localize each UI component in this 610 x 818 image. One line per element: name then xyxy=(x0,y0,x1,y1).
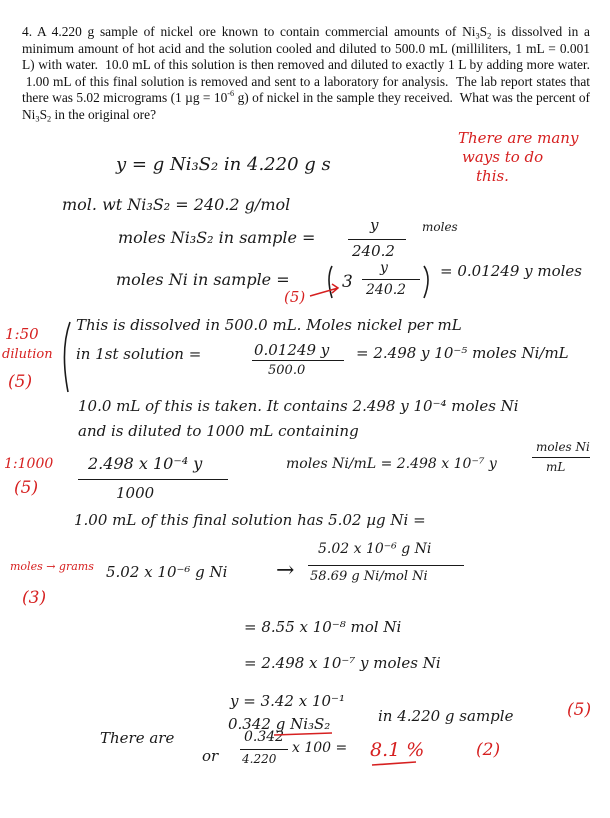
solution-taken-line: 10.0 mL of this is taken. It contains 2.498 y 10⁻⁴ moles Ni xyxy=(78,397,519,415)
solution-final-unit-numerator: moles Ni xyxy=(536,440,590,454)
note-many-ways-line3: this. xyxy=(476,167,509,185)
solution-dissolved-line: This is dissolved in 500.0 mL. Moles nickel per mL xyxy=(76,316,462,334)
final-answer: 8.1 % xyxy=(370,739,425,761)
solution-moles-ni-result: = 0.01249 y moles xyxy=(440,262,583,280)
problem-statement: 4. A 4.220 g sample of nickel ore known to contain commercial amounts of $Ni_3S_2$ is dissolved in a minimum amount of hot acid and the solution cooled and diluted to 500.0 mL (milliliters, 1 mL = 0.001 L) with water. 10.0 mL of this solution is then removed and diluted to exactly 1 L by adding more water. 1.00 mL of this final solution is removed and sent to a laboratory for analysis. The lab report states that there was 5.02 micrograms (1 $\mu g = 10^{-6}$ g) of nickel in the sample they received. What was the percent of $Ni_3S_2$ in the original ore? xyxy=(22,24,590,124)
note-percent-score: (2) xyxy=(476,740,501,760)
note-moles-to-grams: moles → grams xyxy=(10,560,94,573)
solution-line-definition: y = g Ni₃S₂ in 4.220 g s xyxy=(116,154,331,175)
solution-final-denominator: 1000 xyxy=(116,484,155,502)
note-dilution-ratio-50: 1:50 xyxy=(5,325,39,343)
solution-moles-ni-label: moles Ni in sample = xyxy=(116,270,290,289)
note-dilution-ratio-1000: 1:1000 xyxy=(4,456,54,472)
note-moles-ni-score: (5) xyxy=(284,288,306,306)
solution-moles-unit: moles xyxy=(422,220,458,234)
answer-underline xyxy=(372,762,416,765)
solution-moles-ni3s2-numerator: y xyxy=(370,216,379,234)
solution-final-unit-denominator: mL xyxy=(546,460,566,474)
note-many-ways-line2: ways to do xyxy=(462,148,544,166)
bracket-left xyxy=(329,266,332,298)
solution-moles-ni-value: = 8.55 x 10⁻⁸ mol Ni xyxy=(244,618,402,636)
solution-there-are: There are xyxy=(100,729,175,747)
solution-final-numerator: 2.498 x 10⁻⁴ y xyxy=(88,454,203,473)
solution-first-solution-label: in 1st solution = xyxy=(76,345,202,363)
solution-mass-ni3s2: 0.342 g Ni₃S₂ xyxy=(228,715,331,733)
solution-diluted-line: and is diluted to 1000 mL containing xyxy=(78,422,359,440)
note-dilution-label: dilution xyxy=(2,347,53,362)
arrow-icon: → xyxy=(276,558,295,583)
solution-lab-line: 1.00 mL of this final solution has 5.02 µg Ni = xyxy=(74,511,426,529)
note-dilution-score: (5) xyxy=(8,372,33,392)
red-arrow-icon xyxy=(310,284,338,296)
note-sample-score: (5) xyxy=(567,700,592,720)
solution-percent-multiplier: x 100 = xyxy=(292,740,348,756)
dilution-brace xyxy=(64,322,70,392)
solution-moles-numerator: 5.02 x 10⁻⁶ g Ni xyxy=(318,541,432,557)
note-dilution-1000-score: (5) xyxy=(14,478,39,498)
solution-y-value: y = 3.42 x 10⁻¹ xyxy=(230,692,345,710)
solution-moles-ni-equation: = 2.498 x 10⁻⁷ y moles Ni xyxy=(244,654,441,672)
solution-moles-denominator: 58.69 g Ni/mol Ni xyxy=(310,569,428,584)
solution-first-solution-result: = 2.498 y 10⁻⁵ moles Ni/mL xyxy=(356,344,569,362)
solution-moles-ni3s2-denominator: 240.2 xyxy=(352,242,395,260)
solution-moles-ni-denominator: 240.2 xyxy=(366,282,407,298)
solution-final-concentration: moles Ni/mL = 2.498 x 10⁻⁷ y xyxy=(286,456,497,472)
solution-moles-ni3s2-label: moles Ni₃S₂ in sample = xyxy=(118,228,316,247)
solution-first-solution-denominator: 500.0 xyxy=(268,363,306,378)
solution-moles-ni-coefficient: 3 xyxy=(342,272,353,292)
note-many-ways-line1: There are many xyxy=(458,129,579,147)
solution-grams-ni: 5.02 x 10⁻⁶ g Ni xyxy=(106,563,228,581)
note-moles-to-grams-score: (3) xyxy=(22,588,47,608)
bracket-right xyxy=(424,266,428,298)
solution-percent-numerator: 0.342 xyxy=(244,729,285,745)
ni3s2-underline xyxy=(274,733,332,735)
solution-percent-denominator: 4.220 xyxy=(242,752,277,766)
solution-in-sample: in 4.220 g sample xyxy=(378,707,514,725)
solution-first-solution-numerator: 0.01249 y xyxy=(254,341,330,359)
solution-line-molar-mass: mol. wt Ni₃S₂ = 240.2 g/mol xyxy=(62,195,291,214)
solution-or: or xyxy=(202,747,219,765)
solution-moles-ni-numerator: y xyxy=(380,260,388,276)
